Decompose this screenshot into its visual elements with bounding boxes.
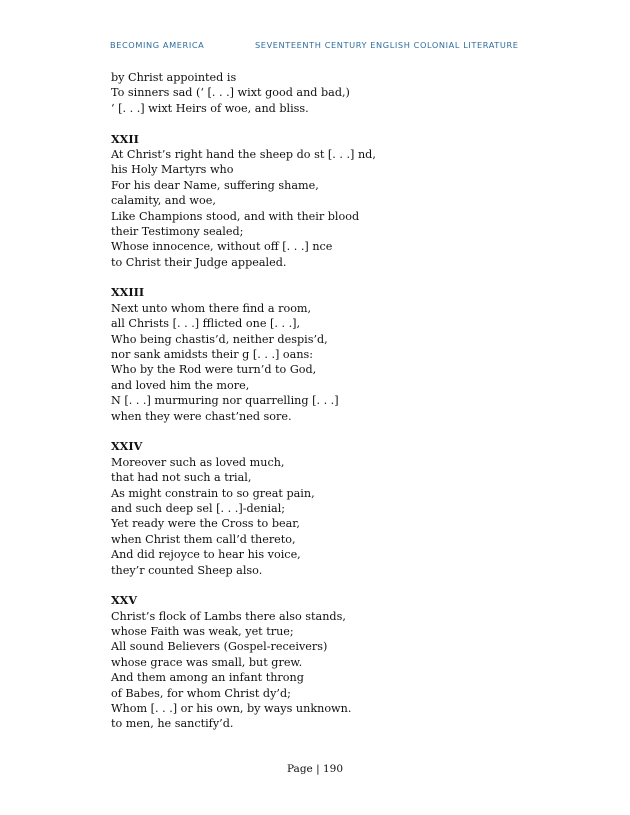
poem-line: All sound Believers (Gospel-receivers) <box>111 640 328 654</box>
stanza-numeral: XXIII <box>111 285 145 300</box>
poem-line: by Christ appointed is <box>111 71 237 84</box>
poem-line: Like Champions stood, and with their blood <box>111 209 360 223</box>
poem-line: when they were chast’ned sore. <box>111 409 292 423</box>
poem-line: his Holy Martyrs who <box>111 163 234 177</box>
poem-line: and such deep sel [. . .]-denial; <box>111 501 286 515</box>
poem-line: As might constrain to so great pain, <box>111 486 315 500</box>
poem-line: Next unto whom there find a room, <box>111 301 312 315</box>
running-header <box>110 40 530 52</box>
opening-lines <box>111 70 531 116</box>
poem-line: whose Faith was weak, yet true; <box>111 625 294 639</box>
poem-line: Christ’s flock of Lambs there also stands, <box>111 609 346 623</box>
poem-line: whose grace was small, but grew. <box>111 655 303 669</box>
stanza-xxiv <box>111 439 531 578</box>
poem-line: calamity, and woe, <box>111 194 216 208</box>
poem-line: ‘ [. . .] wixt Heirs of woe, and bliss. <box>111 101 309 115</box>
poem-line: And did rejoyce to hear his voice, <box>111 548 301 562</box>
header-book-title: BECOMING AMERICA <box>110 40 205 50</box>
poem-line: For his dear Name, suffering shame, <box>111 178 319 192</box>
poem-body <box>111 70 531 732</box>
poem-line: and loved him the more, <box>111 378 250 392</box>
poem-line: they’r counted Sheep also. <box>111 563 263 577</box>
stanza-xxiii <box>111 285 531 424</box>
stanza-numeral: XXIV <box>111 439 143 454</box>
poem-line: Yet ready were the Cross to bear, <box>111 517 300 531</box>
poem-line: nor sank amidsts their g [. . .] oans: <box>111 348 314 362</box>
stanza-numeral: XXII <box>111 131 139 146</box>
poem-line: Who by the Rod were turn’d to God, <box>111 363 317 377</box>
poem-line: Moreover such as loved much, <box>111 455 285 469</box>
poem-line: to Christ their Judge appealed. <box>111 255 287 269</box>
poem-line: And them among an infant throng <box>111 671 304 685</box>
poem-line: of Babes, for whom Christ dy’d; <box>111 686 291 700</box>
page-number: Page | 190 <box>286 763 344 775</box>
poem-line: To sinners sad (‘ [. . .] wixt good and bad,) <box>111 86 350 100</box>
stanza-xxv <box>111 593 531 732</box>
poem-line: all Christs [. . .] fflicted one [. . .], <box>111 317 301 331</box>
poem-line: Who being chastis’d, neither despis’d, <box>111 332 328 346</box>
header-section-title: SEVENTEENTH CENTURY ENGLISH COLONIAL LITERATURE <box>255 40 519 50</box>
poem-line: to men, he sanctify’d. <box>111 717 234 731</box>
poem-line: when Christ them call’d thereto, <box>111 532 296 546</box>
poem-line: N [. . .] murmuring nor quarrelling [. . .] <box>111 394 339 408</box>
stanza-numeral: XXV <box>111 593 138 608</box>
poem-line: that had not such a trial, <box>111 471 252 485</box>
poem-line: Whom [. . .] or his own, by ways unknown. <box>111 702 352 716</box>
stanza-xxii <box>111 132 531 271</box>
poem-line: Whose innocence, without off [. . .] nce <box>111 240 333 254</box>
poem-line: their Testimony sealed; <box>111 224 244 238</box>
poem-line: At Christ’s right hand the sheep do st [. . .] nd, <box>111 147 376 161</box>
